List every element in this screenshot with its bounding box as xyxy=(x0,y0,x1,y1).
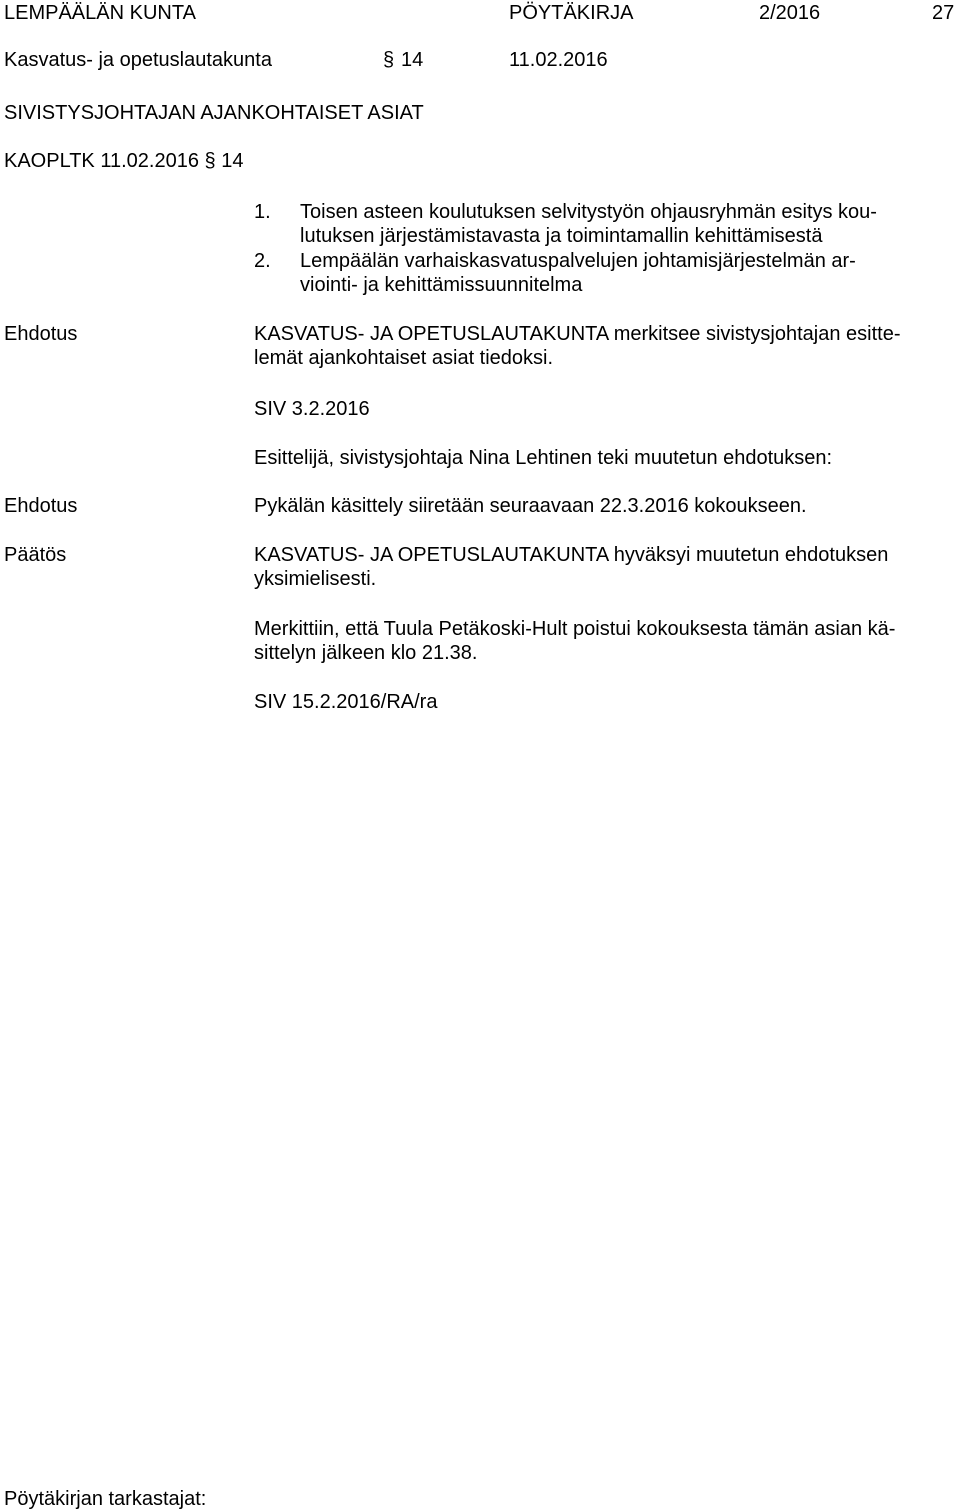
proposal-line: lemät ajankohtaiset asiat tiedoksi. xyxy=(254,347,554,369)
list-text-line: Toisen asteen koulutuksen selvitystyön ohjausryhmän esitys kou- xyxy=(300,201,877,223)
list-text-line: Lempäälän varhaiskasvatuspalvelujen johtamisjärjestelmän ar- xyxy=(300,250,856,272)
siv-note: SIV 3.2.2016 xyxy=(254,398,370,420)
document-number: 2/2016 xyxy=(759,2,821,24)
reference-text: KAOPLTK 11.02.2016 xyxy=(4,150,199,172)
proposal-line: KASVATUS- JA OPETUSLAUTAKUNTA merkitsee sivistysjohtajan esitte- xyxy=(254,323,901,345)
list-number: 1. xyxy=(254,201,271,223)
decision-line: KASVATUS- JA OPETUSLAUTAKUNTA hyväksyi muutetun ehdotuksen xyxy=(254,544,889,566)
reference-line xyxy=(4,149,243,173)
note-text xyxy=(254,617,954,665)
board-name: Kasvatus- ja opetuslautakunta xyxy=(4,49,272,71)
document-type: PÖYTÄKIRJA xyxy=(509,2,634,24)
siv-note: SIV 15.2.2016/RA/ra xyxy=(254,691,438,713)
section-symbol: § xyxy=(383,49,395,71)
decision-label: Päätös xyxy=(4,544,67,566)
decision-line: yksimielisesti. xyxy=(254,568,377,590)
note-line: sittelyn jälkeen klo 21.38. xyxy=(254,642,478,664)
presenter-line: Esittelijä, sivistysjohtaja Nina Lehtinen teki muutetun ehdotuksen: xyxy=(254,447,833,469)
page-number: 27 xyxy=(932,2,955,24)
list-text-line: viointi- ja kehittämissuunnitelma xyxy=(300,274,583,296)
section-title: SIVISTYSJOHTAJAN AJANKOHTAISET ASIAT xyxy=(4,102,424,124)
proposal-label: Ehdotus xyxy=(4,495,78,517)
municipality-name: LEMPÄÄLÄN KUNTA xyxy=(4,2,196,24)
proposal-text xyxy=(254,322,954,370)
note-line: Merkittiin, että Tuula Petäkoski-Hult poistui kokouksesta tämän asian kä- xyxy=(254,618,896,640)
section-number: 14 xyxy=(401,49,424,71)
meeting-date: 11.02.2016 xyxy=(509,49,608,71)
reference-section-number: 14 xyxy=(221,150,244,172)
reviewers-label: Pöytäkirjan tarkastajat: xyxy=(4,1488,207,1510)
list-number: 2. xyxy=(254,250,271,272)
list-text-line: lutuksen järjestämistavasta ja toimintamallin kehittämisestä xyxy=(300,225,823,247)
proposal-label: Ehdotus xyxy=(4,323,78,345)
decision-text xyxy=(254,543,954,591)
proposal-text: Pykälän käsittely siiretään seuraavaan 22.3.2016 kokoukseen. xyxy=(254,495,807,517)
reference-section-symbol: § xyxy=(204,150,216,172)
